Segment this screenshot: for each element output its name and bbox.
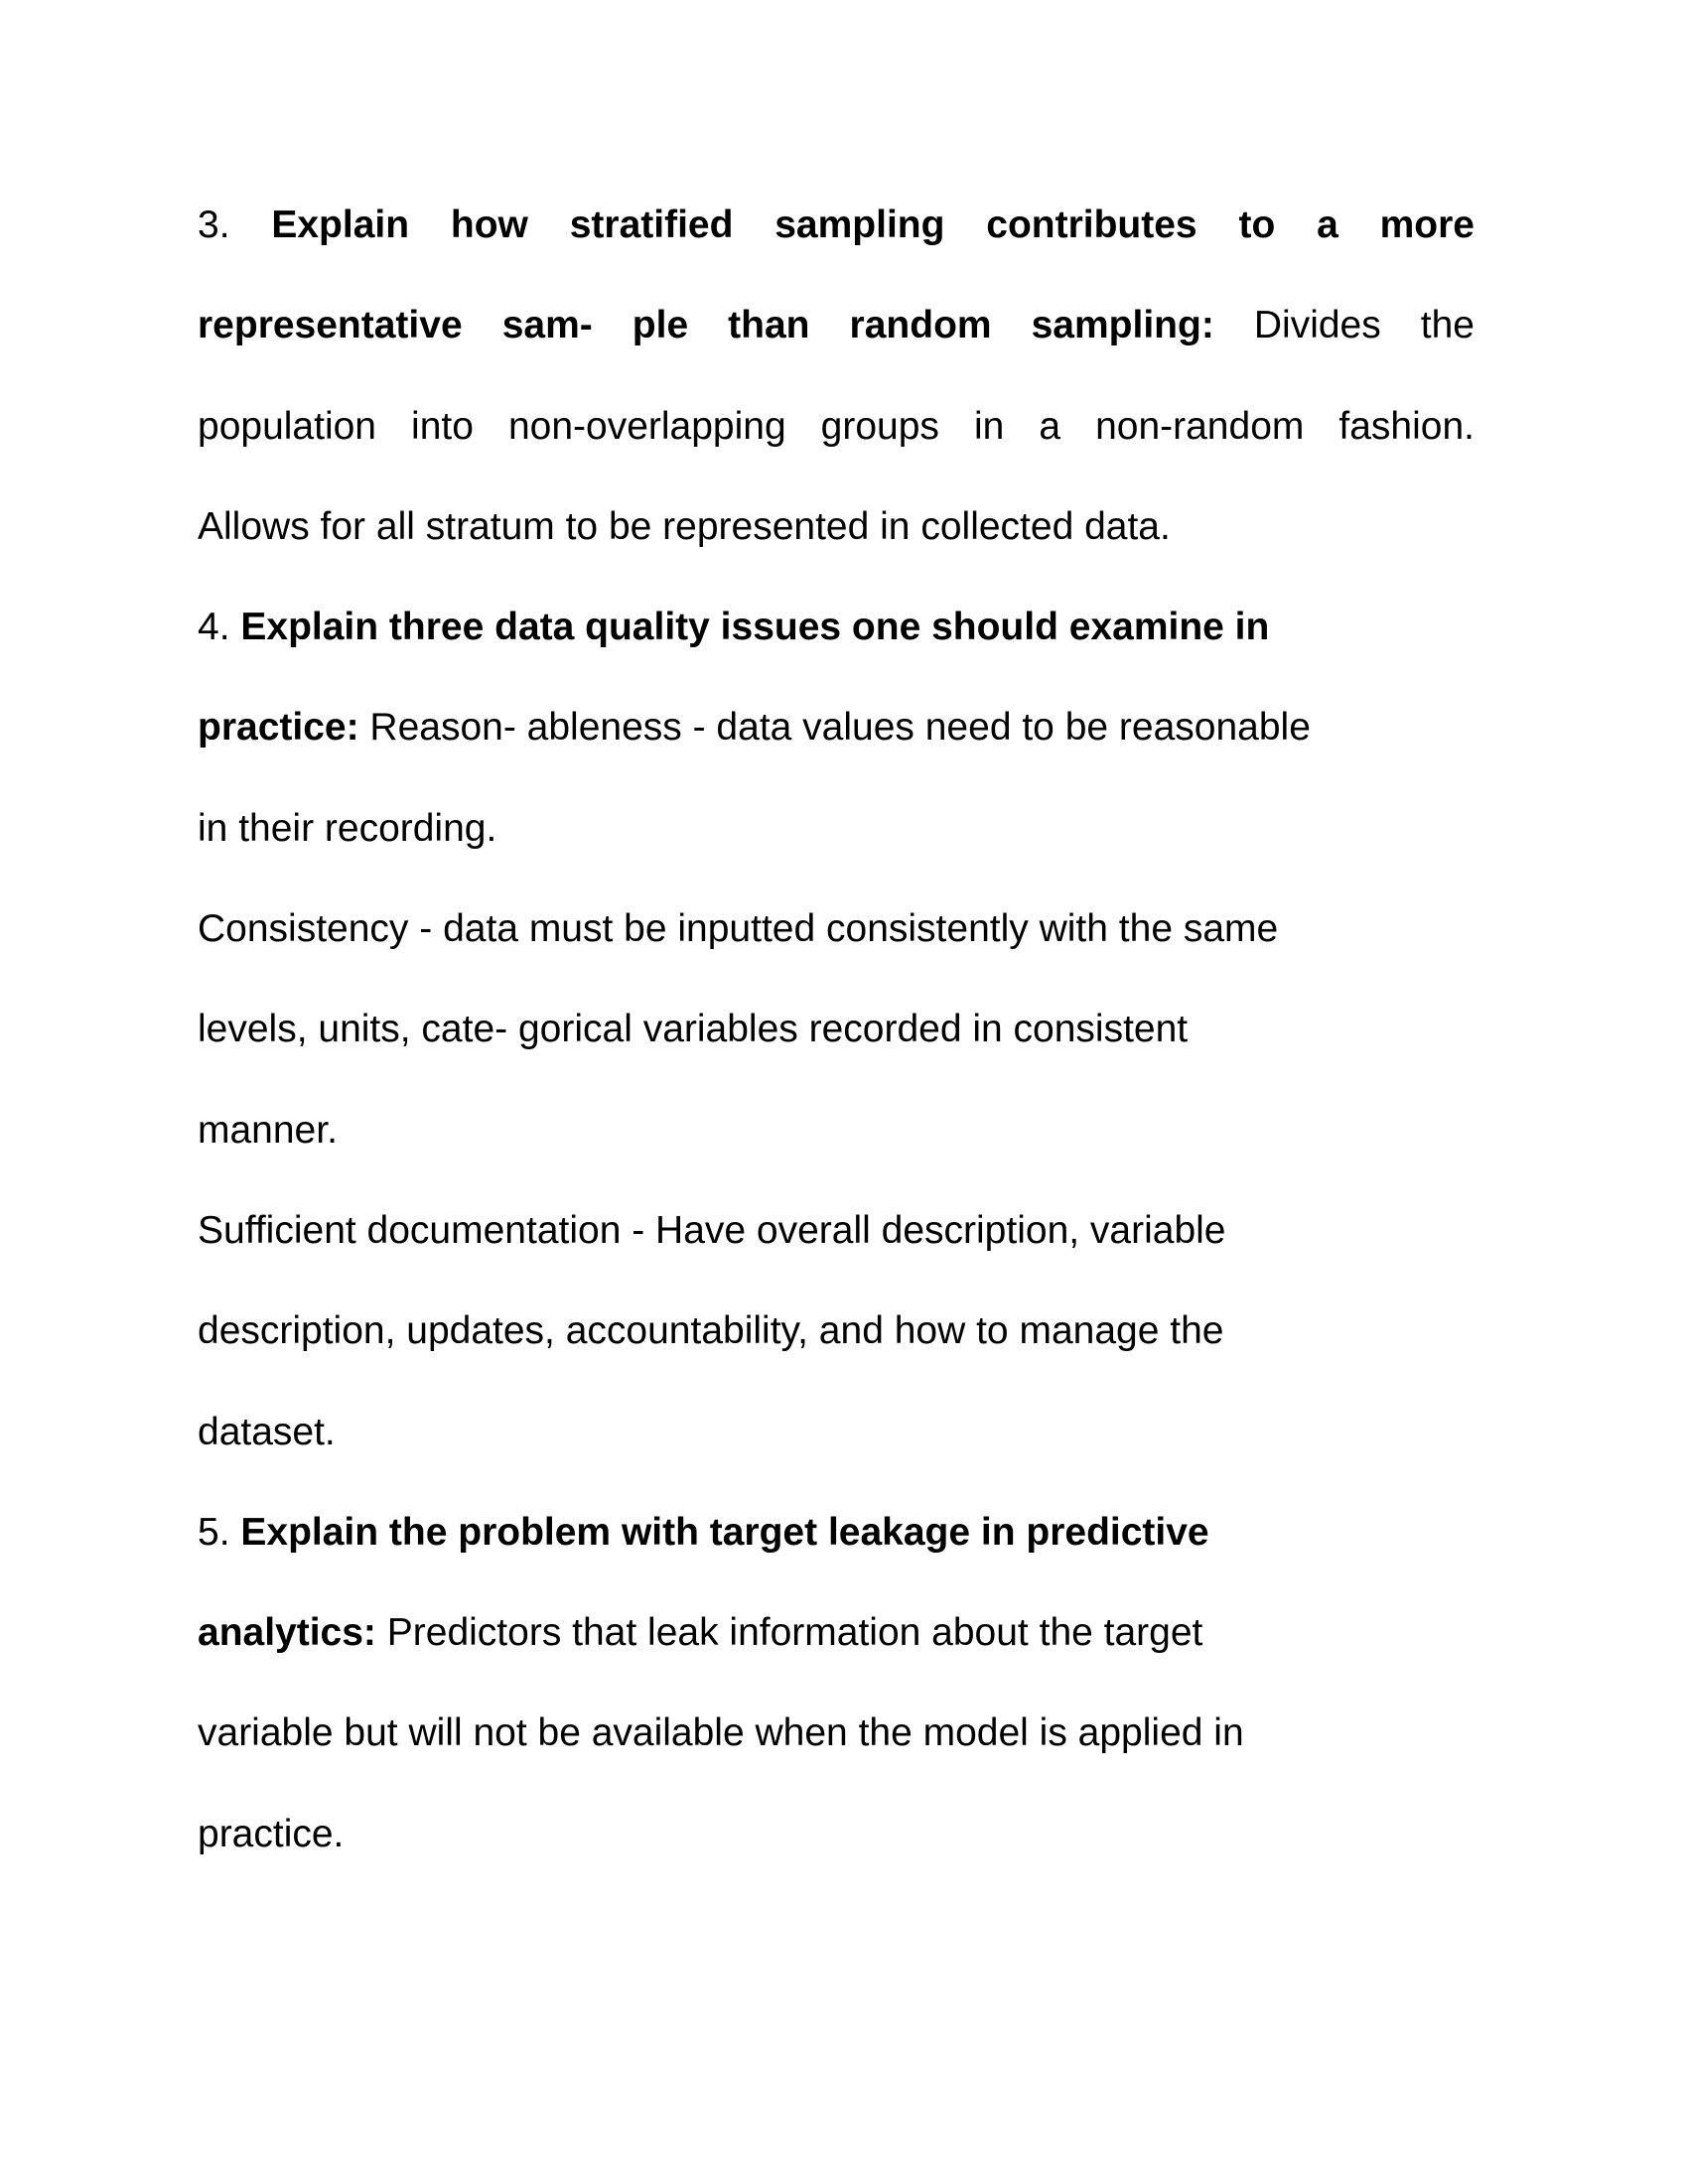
text-line xyxy=(198,1784,1475,1884)
bold-question-text: representative sam- ple than random sampling: xyxy=(198,304,1214,347)
text-line xyxy=(198,477,1475,577)
text-line xyxy=(198,275,1475,375)
document-body xyxy=(198,175,1475,1884)
text-line xyxy=(198,1382,1475,1482)
answer-text: Sufficient documentation - Have overall description, variable xyxy=(198,1208,1226,1252)
answer-text: 3. xyxy=(198,204,272,246)
text-line xyxy=(198,1281,1475,1381)
answer-text: 5. xyxy=(198,1510,241,1554)
text-line xyxy=(198,175,1475,275)
answer-text: Allows for all stratum to be represented in collected data. xyxy=(198,504,1171,548)
answer-text: Divides the xyxy=(1213,304,1476,347)
text-line xyxy=(198,677,1475,777)
answer-text: in their recording. xyxy=(198,806,497,850)
text-line xyxy=(198,577,1475,677)
answer-text: dataset. xyxy=(198,1410,336,1453)
text-line xyxy=(198,1080,1475,1180)
bold-question-text: practice: xyxy=(198,706,359,750)
text-line xyxy=(198,979,1475,1079)
answer-text: description, updates, accountability, and how to manage the xyxy=(198,1309,1224,1353)
answer-text: Reason- ableness - data values need to be reasonable xyxy=(358,706,1311,750)
answer-text: levels, units, cate- gorical variables recorded in consistent xyxy=(198,1008,1189,1051)
answer-text: variable but will not be available when the model is applied in xyxy=(198,1711,1244,1755)
bold-question-text: Explain the problem with target leakage in predictive xyxy=(240,1510,1209,1554)
text-line xyxy=(198,879,1475,979)
answer-text: 4. xyxy=(198,606,241,649)
text-line xyxy=(198,1582,1475,1683)
text-line xyxy=(198,1482,1475,1582)
bold-question-text: Explain three data quality issues one should examine in xyxy=(240,606,1270,649)
text-line xyxy=(198,376,1475,477)
answer-text: Consistency - data must be inputted consistently with the same xyxy=(198,907,1279,951)
answer-text: population into non-overlapping groups in a non-random fashion. xyxy=(198,404,1475,448)
answer-text: manner. xyxy=(198,1108,338,1152)
bold-question-text: Explain how stratified sampling contributes to a more xyxy=(271,204,1475,246)
text-line xyxy=(198,1683,1475,1783)
bold-question-text: analytics: xyxy=(198,1611,376,1655)
answer-text: Predictors that leak information about the target xyxy=(375,1611,1203,1655)
text-line xyxy=(198,1180,1475,1281)
text-line xyxy=(198,778,1475,879)
answer-text: practice. xyxy=(198,1812,345,1855)
